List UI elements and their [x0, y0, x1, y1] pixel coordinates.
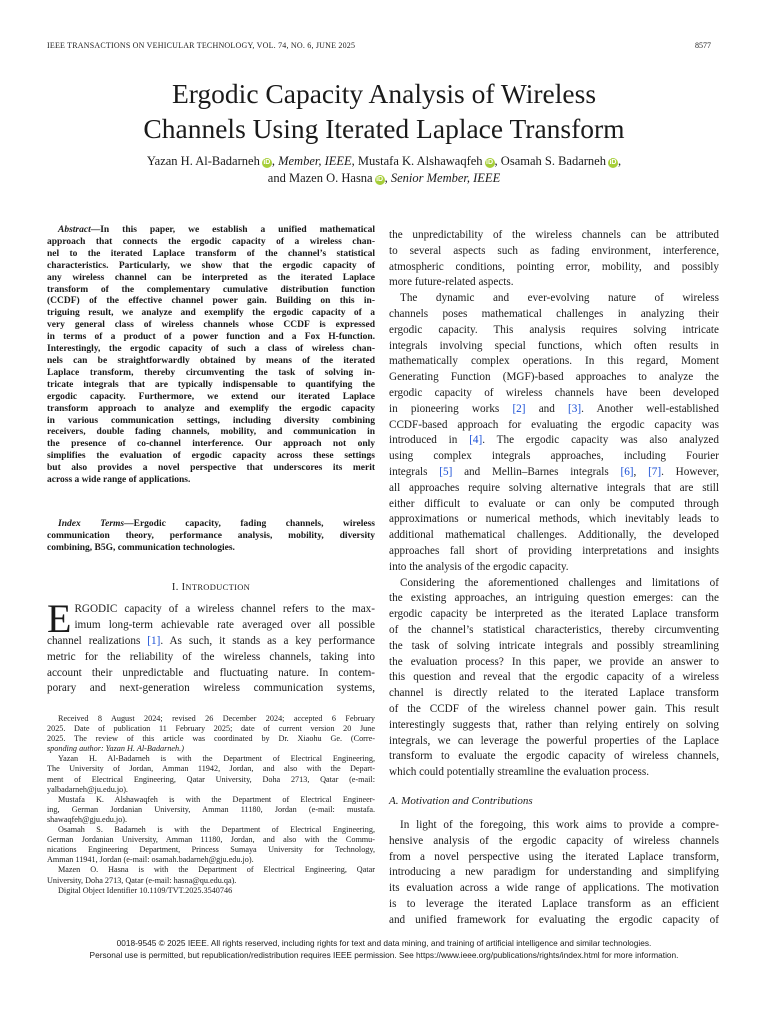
- citation-link[interactable]: [2]: [512, 402, 526, 415]
- right-column-text: the unpredictability of the wireless channels can be attributed to several aspects such as fading environment, interference, atmospheric conditions, pointing error, mobility, and possibly more future-related aspects. The dynamic and ever-evolving nature of wireless channels poses mathematical challenges in analyzing their ergodic capacity. This analysis requires solving intricate integrals involving special functions, which often results in mathematically complex operations. In this regard, Moment Generating Function (MGF)-based approaches to analyze the ergodic capacity of wireless channels have been developed in pioneering works [2] and [3]. Another well-established CCDF-based approach for evaluating the ergodic capacity was introduced in [4]. The ergodic capacity was also analyzed using complex integrals approaches, including Fourier integrals [5] and Mellin–Barnes integrals [6], [7]. However, all approaches require solving alternative integrals that are still either difficult to evaluate or can only be computed through approximations or numerical methods, which inevitably leads to additional mathematical challenges. Additionally, the developed approaches fall short of providing interpretations and insights into the analysis of the ergodic capacity. Considering the aforementioned challenges and limitations of the existing approaches, an intriguing question emerges: can the ergodic capacity be interpreted as the iterated Laplace transform of the channel’s statistical characteristics, thereby circumventing the task of solving intricate integrals and possibly streamlining the evaluation process? In this paper, we provide an answer to this question and reveal that the ergodic capacity of a wireless channel is directly related to the iterated Laplace transform of the CCDF of the wireless channel power gain. This result interestingly suggests that, rather than relying entirely on solving integrals, we can leverage the powerful properties of the Laplace transform to evaluate the ergodic capacity of wireless channels, which could potentially streamline the evaluation process.: [389, 229, 720, 779]
- orcid-icon[interactable]: iD: [376, 176, 384, 183]
- author-name: Mustafa K. Alshawaqfeh: [357, 154, 483, 168]
- citation-link[interactable]: [7]: [648, 465, 662, 478]
- running-header: IEEE TRANSACTIONS ON VEHICULAR TECHNOLOGY, VOL. 74, NO. 6, JUNE 2025: [47, 41, 356, 50]
- copyright-footer: 0018-9545 © 2025 IEEE. All rights reserved, including rights for text and data mining, and training of artificial intelligence and similar technologies. Personal use is permitted, but republication/redistribution requires IEEE permission. See https://www.ieee.org/publications/rights/index.html for more information.: [89, 938, 679, 960]
- author-role: Member, IEEE: [278, 154, 352, 168]
- citation-link[interactable]: [4]: [469, 434, 483, 447]
- citation-link[interactable]: [1]: [147, 635, 161, 647]
- orcid-icon[interactable]: iD: [263, 159, 271, 166]
- section-heading: I. INTRODUCTION: [171, 582, 251, 593]
- author-role: Senior Member, IEEE: [390, 171, 501, 185]
- citation-link[interactable]: [6]: [620, 465, 634, 478]
- author-name: Osamah S. Badarneh: [500, 154, 606, 168]
- author-list: Yazan H. Al-Badarneh iD , Member, IEEE, Mustafa K. Alshawaqfeh iD , Osamah S. Badarneh iD , and Mazen O. Hasna iD , Senior Member, IEEE: [146, 154, 622, 185]
- orcid-icon[interactable]: iD: [609, 159, 617, 166]
- page-number: 8577: [695, 41, 711, 50]
- footnote: Received 8 August 2024; revised 26 December 2024; accepted 6 February 2025. Date of publication 11 February 2025; date of current version 20 June 2025. The review of this article was coordinated by Dr. Xiaohu Ge. (Corre- sponding author: Yazan H. Al-Badarneh.) Yazan H. Al-Badarneh is with the Department of Electrical Engineering, The University of Jordan, Amman 11942, Jordan, and also with the Depart- ment of Electrical Engineering, Qatar University, Doha 2713, Qatar (e-mail: yalbadarneh@ju.edu.jo). Mustafa K. Alshawaqfeh is with the Department of Electrical Engineer- ing, German Jordanian University, Amman 11180, Jordan (e-mail: mustafa. shawaqfeh@gju.edu.jo). Osamah S. Badarneh is with the Department of Electrical Engineering, German Jordanian University, Amman 11180, Jordan, and also with the Commu- nications Engineering Department, Princess Sumaya University for Technology, Amman 11941, Jordan (e-mail: osamah.badarneh@gju.edu.jo). Mazen O. Hasna is with the Department of Electrical Engineering, Qatar University, Doha 2713, Qatar (e-mail: hasna@qu.edu.qa). Digital Object Identifier 10.1109/TVT.2025.3540746: [47, 714, 375, 895]
- paper-title: [40, 76, 728, 146]
- orcid-icon[interactable]: iD: [486, 159, 494, 166]
- index-terms-label: Index Terms: [58, 519, 125, 529]
- title-line: Ergodic Capacity Analysis of Wireless: [171, 78, 597, 109]
- intro-paragraph: E RGODIC capacity of a wireless channel refers to the max- imum long-term achievable rate averaged over all possible channel realizations [1]. As such, it stands as a key performance metric for the reliability of the wireless channels, taking into account their unpredictable and fluctuating nature. In contem- porary and next-generation wireless communication systems,: [47, 596, 375, 695]
- author-name: and Mazen O. Hasna: [267, 171, 373, 185]
- index-terms: Index Terms—Ergodic capacity, fading channels, wireless communication theory, performance analysis, mobility, diversity combining, B5G, communication technologies.: [47, 519, 375, 553]
- motivation-text: In light of the foregoing, this work aims to provide a compre- hensive analysis of the ergodic capacity of wireless channels from a novel perspective using the iterated Laplace transform, introducing a new paradigm for understanding and simplifying its evaluation across a wide range of applications. The motivation is to leverage the iterated Laplace transform as an efficient and unified framework for evaluating the ergodic capacity of: [389, 819, 719, 926]
- title-line: Channels Using Iterated Laplace Transform: [143, 113, 625, 144]
- subsection-heading: A. Motivation and Contributions: [389, 795, 533, 807]
- citation-link[interactable]: [5]: [439, 465, 453, 478]
- abstract-label: Abstract: [58, 225, 91, 235]
- author-name: Yazan H. Al-Badarneh: [146, 154, 260, 168]
- citation-link[interactable]: [3]: [568, 402, 582, 415]
- drop-cap: E: [47, 596, 72, 641]
- abstract: Abstract—In this paper, we establish a unified mathematical approach that connects the ergodic capacity of a wireless chan- nel to the iterated Laplace transform of the channel’s statistical characteristics. Particularly, we show that the ergodic capacity of any wireless channel can be interpreted as the iterated Laplace transform of the complementary cumulative distribution function (CCDF) of the effective channel power gain. Building on this in- triguing result, we analyze and exemplify the ergodic capacity of a very general class of wireless channels whose CCDF is expressed in terms of a product of a power function and a Fox H-function. Interestingly, the ergodic capacity of such a class of wireless chan- nels can be straightforwardly obtained by means of the iterated Laplace transform, thereby circumventing the task of solving in- tricate integrals that are typically indispensable to quantifying the ergodic capacity. Furthermore, we extend our iterated Laplace transform approach to analyze and exemplify the ergodic capacity in various communication settings, including diversity combining receivers, double fading channels, mobility, and communication in the presence of co-channel interference. Our approach not only simplifies the evaluation of ergodic capacity across these settings but also provides a novel perspective that underscores its merit across a wide range of applications.: [47, 225, 375, 486]
